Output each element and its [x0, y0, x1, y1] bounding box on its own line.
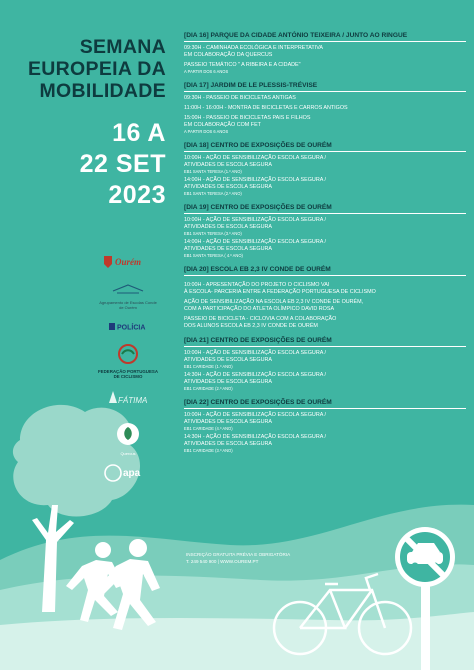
sponsor-logos: [98, 255, 158, 495]
title-line: SEMANA: [79, 36, 166, 58]
front-hill: [0, 612, 474, 670]
schedule-note: EB1 SANTA TERESA ( 4.º ANO): [184, 253, 243, 258]
schedule-line: COM A PARTICIPAÇÃO DO ATLETA OLÍMPICO DAVID ROSA: [184, 306, 335, 312]
footer-registration: INSCRIÇÃO GRATUITA PRÉVIA E OBRIGATÓRIA: [186, 552, 291, 557]
policia-logo-label: POLÍCIA: [117, 324, 146, 331]
schedule-note: EB1 CARIDADE (3.º ANO): [184, 448, 233, 453]
ourem-logo: [98, 255, 158, 274]
day-header: [DIA 17] JARDIM DE LE PLESSIS-TRÉVISE: [184, 81, 466, 92]
schedule-note: EB1 CARIDADE (4.º ANO): [184, 426, 233, 431]
schedule-line: 09:30H - PASSEIO DE BICICLETAS ANTIGAS: [184, 95, 296, 101]
schedule-line: ATIVIDADES DE ESCOLA SEGURA: [184, 246, 272, 252]
day-block-17: [184, 81, 466, 135]
schedule-note: EB1 CARIDADE (2.º ANO): [184, 386, 233, 391]
ourem-logo-label: Ourém: [115, 257, 142, 267]
school-icon: [103, 283, 153, 295]
quercus-logo-label: Quercus: [120, 451, 136, 456]
schedule-line: 14:30H - AÇÃO DE SENSIBILIZAÇÃO ESCOLA SEGURA /: [184, 434, 327, 440]
schedule-line: ATIVIDADES DE ESCOLA SEGURA: [184, 379, 272, 385]
schedule-line: EM COLABORAÇÃO COM FET: [184, 122, 261, 128]
day-block-16: [184, 31, 466, 75]
schedule-line: ATIVIDADES DE ESCOLA SEGURA: [184, 357, 272, 363]
apa-logo-label: apa: [123, 468, 141, 479]
date-line: 2023: [108, 181, 166, 209]
title-line: EUROPEIA DA: [27, 58, 166, 80]
schedule-line: À ESCOLA- PARCERIA ENTRE A FEDERAÇÃO PORTUGUESA DE CICLISMO: [184, 289, 376, 295]
schedule-line: ATIVIDADES DE ESCOLA SEGURA: [184, 441, 272, 447]
schedule-line: 10:00H - APRESENTAÇÃO DO PROJETO O CICLISMO VAI: [184, 282, 330, 288]
fatima-logo-label: FÁTIMA: [118, 396, 148, 405]
schedule-line: DOS ALUNOS ESCOLA EB 2,3 IV CONDE DE OURÉM: [184, 323, 318, 329]
page-title: [28, 36, 166, 102]
schedule-line: 10:00H - AÇÃO DE SENSIBILIZAÇÃO ESCOLA SEGURA /: [184, 155, 327, 161]
footer-contact[interactable]: T. 249 540 900 | WWW.OUREM.PT: [186, 558, 259, 564]
schedule-line: AÇÃO DE SENSIBILIZAÇÃO NA ESCOLA EB 2,3 IV CONDE DE OURÉM,: [184, 299, 364, 305]
schedule-line: ATIVIDADES DE ESCOLA SEGURA: [184, 419, 272, 425]
schedule-line: 14:00H - AÇÃO DE SENSIBILIZAÇÃO ESCOLA SEGURA /: [184, 177, 327, 183]
day-block-20: [184, 265, 466, 330]
title-line: MOBILIDADE: [39, 80, 166, 102]
agrupamento-logo-label: Agrupamento de Escolas Conde de Ourém: [99, 300, 157, 310]
police-badge-icon: [109, 323, 115, 330]
schedule-line: 14:00H - AÇÃO DE SENSIBILIZAÇÃO ESCOLA SEGURA /: [184, 239, 327, 245]
day-block-22: [184, 398, 466, 454]
event-dates: [80, 118, 166, 211]
schedule-line: 09:30H - CAMINHADA ECOLÓGICA E INTERPRETATIVA: [184, 45, 323, 51]
cycling-federation-icon: [116, 344, 140, 364]
schedule-line: 15:00H - PASSEIO DE BICICLETAS PAIS E FILHOS: [184, 115, 311, 121]
agrupamento-logo: [98, 282, 158, 310]
schedule-note: EB1 CARIDADE (1.º ANO): [184, 364, 233, 369]
schedule-line: 10:00H - AÇÃO DE SENSIBILIZAÇÃO ESCOLA SEGURA /: [184, 350, 327, 356]
day-header: [DIA 18] CENTRO DE EXPOSIÇÕES DE OURÉM: [184, 141, 466, 152]
ourem-shield-icon: [100, 255, 156, 269]
fatima-logo: [98, 387, 158, 414]
apa-circle-icon: [105, 465, 121, 481]
schedule-note: A PARTIR DOS 6 ANOS: [184, 69, 229, 74]
date-line: 22 SET: [79, 150, 166, 178]
policia-logo: [98, 318, 158, 336]
schedule-line: PASSEIO DE BICICLETA - CICLOVIA COM A COLABORAÇÃO: [184, 316, 337, 322]
day-header: [DIA 19] CENTRO DE EXPOSIÇÕES DE OURÉM: [184, 203, 466, 214]
schedule-line: PASSEIO TEMÁTICO " A RIBEIRA E A CIDADE": [184, 62, 301, 68]
day-block-19: [184, 203, 466, 259]
schedule-note: EB1 SANTA TERESA (2.º ANO): [184, 191, 242, 196]
schedule-line: ATIVIDADES DE ESCOLA SEGURA: [184, 184, 272, 190]
day-block-18: [184, 141, 466, 197]
apa-logo: [98, 464, 158, 487]
schedule-note: EB1 SANTA TERESA (3.º ANO): [184, 231, 242, 236]
day-header: [DIA 22] CENTRO DE EXPOSIÇÕES DE OURÉM: [184, 398, 466, 409]
schedule-line: 14:30H - AÇÃO DE SENSIBILIZAÇÃO ESCOLA SEGURA /: [184, 372, 327, 378]
date-line: 16 A: [112, 119, 166, 147]
day-header: [DIA 16] PARQUE DA CIDADE ANTÓNIO TEIXEIRA / JUNTO AO RINGUE: [184, 31, 466, 42]
schedule-line: 11:00H - 16:00H - MONTRA DE BICICLETAS E CARROS ANTIGOS: [184, 105, 348, 111]
day-block-21: [184, 336, 466, 392]
quercus-logo: [98, 422, 158, 456]
quercus-leaf-icon: [116, 422, 140, 446]
schedule-note: A PARTIR DOS 6 ANOS: [184, 129, 229, 134]
schedule: [184, 31, 466, 460]
day-header: [DIA 20] ESCOLA EB 2,3 IV CONDE DE OURÉM: [184, 265, 466, 276]
footer-info: [186, 552, 290, 565]
schedule-line: EM COLABORAÇÃO DA QUERCUS: [184, 52, 273, 58]
schedule-line: ATIVIDADES DE ESCOLA SEGURA: [184, 162, 272, 168]
day-header: [DIA 21] CENTRO DE EXPOSIÇÕES DE OURÉM: [184, 336, 466, 347]
schedule-line: 10:00H - AÇÃO DE SENSIBILIZAÇÃO ESCOLA SEGURA /: [184, 217, 327, 223]
schedule-line: ATIVIDADES DE ESCOLA SEGURA: [184, 224, 272, 230]
schedule-line: 10:00H - AÇÃO DE SENSIBILIZAÇÃO ESCOLA SEGURA /: [184, 412, 327, 418]
fpc-logo: [98, 344, 158, 379]
fpc-logo-label: FEDERAÇÃO PORTUGUESA DE CICLISMO: [98, 369, 159, 379]
monument-icon: [109, 391, 117, 403]
schedule-note: EB1 SANTA TERESA (1.º ANO): [184, 169, 242, 174]
